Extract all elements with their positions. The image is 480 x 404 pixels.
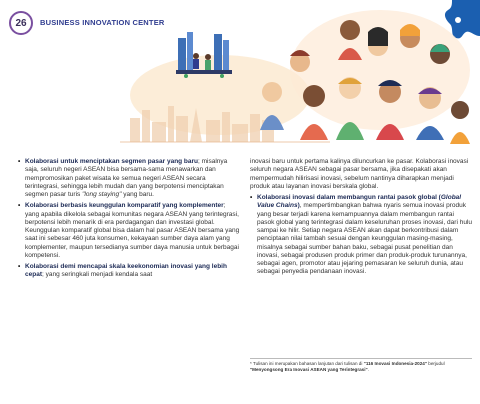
header-title: BUSINESS INNOVATION CENTER: [40, 18, 165, 27]
bullet-body: ; yang apabila dikelola sebagai komunitas negara ASEAN yang terintegrasi, berpotensi lebih menarik di era perdagangan dan investasi global. Keunggulan komparatif global bisa dalam hal pasar ASEAN bersama yang saat ini sebesar 460 juta konsumen, kekayaan sumber daya alam yang komplementer, maupun tersedianya sumber daya manusia untuk berbagai kompetensi.: [25, 202, 240, 259]
bullet-heading: Kolaborasi untuk menciptakan segmen pasar yang baru: [25, 158, 199, 165]
bullet-italic: "long staying": [82, 191, 122, 198]
left-column: [18, 158, 240, 283]
footnote-lead: * Tulisan ini merupakan bahasan lanjutan dari tulisan di: [250, 360, 364, 366]
footnote-source: "116 Inovasi Indonesia-2024": [363, 360, 427, 366]
right-column: [250, 158, 472, 280]
continuation-paragraph: inovasi baru untuk pertama kalinya diluncurkan ke pasar. Kolaborasi inovasi seluruh negara ASEAN sebagai pasar bersama, jika disepakati akan mempermudah hilirisasi inovasi, sebelum nantinya diharapkan menjadi produk atau layanan inovasi berskala global.: [250, 158, 469, 190]
footnote-divider: [250, 358, 472, 359]
page-number: 26: [15, 17, 27, 29]
footnote: [250, 358, 472, 373]
footnote-title: "Menyongsong Era Inovasi ASEAN yang Terintegrasi": [250, 366, 368, 372]
bullet-skala-keekonomian: [18, 263, 240, 280]
bullet-body: , mempertimbangkan bahwa nyaris semua inovasi produk yang besar terjadi karena kemampuannya dalam membangun rantai pasok global yang terintegrasi dalam keseluruhan proses inovasi, dari hulu sampai ke hilir. Setiap negara ASEAN akan dapat berkontribusi dalam penciptaan nilai tambah sesuai dengan keunggulan masing-masing, misalnya sebagai sumber bahan baku, sebagai pusat penelitian dan inovasi, sebagai produsen produk primer dan produk-produk turunannya, sebagai agen, promotor atau jejaring pemasaran ke seluruh dunia, atau sebagai penyedia pendanaan inovasi.: [257, 202, 472, 276]
bullet-body: ; yang seringkali menjadi kendala saat: [41, 271, 153, 279]
bullet-heading: Kolaborasi demi mencapai skala keekonomian inovasi yang lebih cepat: [25, 263, 227, 279]
bullet-rantai-pasok: [250, 194, 472, 277]
footnote-end: .: [367, 366, 369, 372]
bullet-heading-end: ): [297, 202, 300, 210]
bullet-segment-pasar: [18, 158, 240, 199]
business-people-icon: [176, 32, 232, 78]
footnote-mid: berjudul: [426, 360, 445, 366]
bullet-heading: Kolaborasi inovasi dalam membangun rantai pasok global (: [257, 194, 441, 201]
header-illustration: [0, 0, 480, 150]
bullet-heading-italic: Global Value Chains: [257, 194, 462, 210]
bullet-body: ; misalnya saja, seluruh negeri ASEAN bisa bersama-sama menawarkan dan mempromosikan paket wisata ke semua negeri ASEAN secara terintegrasi, sehingga lebih mudah dan yang berpotensi menciptakan segmen pasar turis: [25, 158, 228, 198]
bullet-tail: yang baru.: [121, 191, 154, 198]
bullet-keunggulan-komparatif: [18, 202, 240, 260]
bullet-heading: Kolaborasi berbasis keunggulan komparatif yang komplementer: [25, 202, 224, 210]
